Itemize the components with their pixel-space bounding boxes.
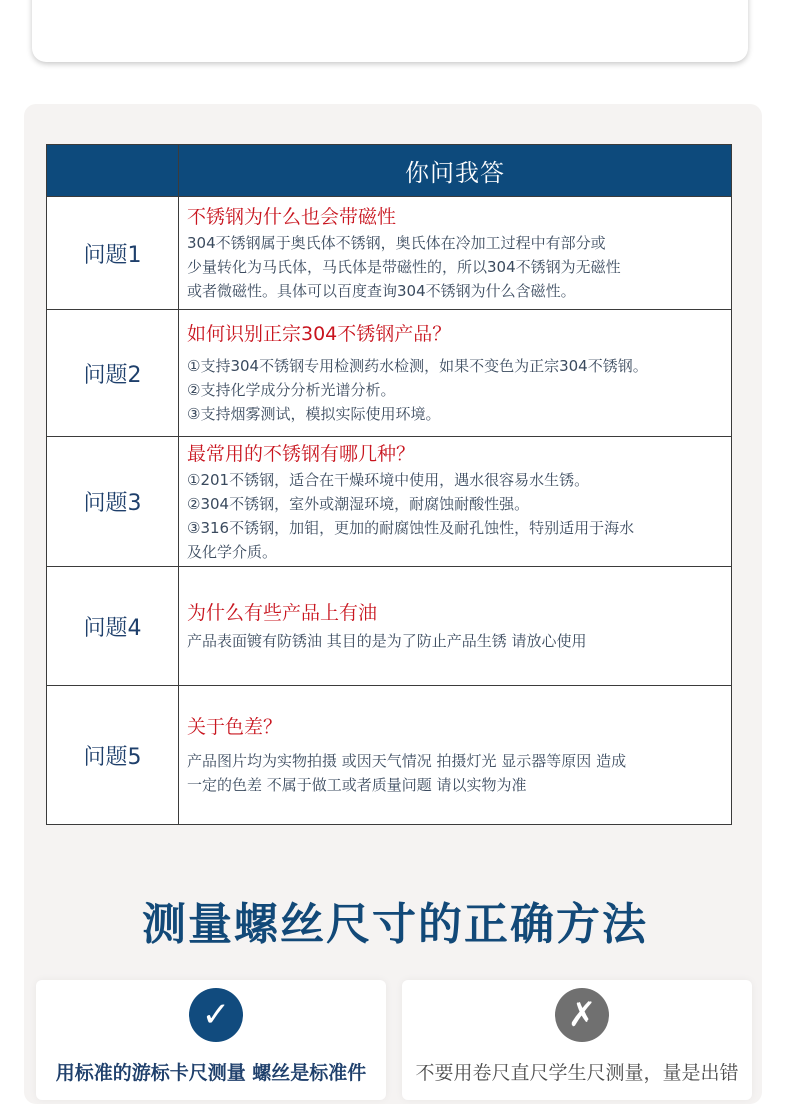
answer-line: ③316不锈钢，加钼，更加的耐腐蚀性及耐孔蚀性，特别适用于海水 [187, 518, 635, 537]
question-label: 问题1 [47, 197, 179, 310]
check-icon: ✓ [189, 988, 243, 1042]
question-title: 为什么有些产品上有油 [187, 602, 378, 624]
cross-icon: ✗ [555, 988, 609, 1042]
correct-method-caption: 用标准的游标卡尺测量 螺丝是标准件 [55, 1062, 367, 1084]
question-title: 如何识别正宗304不锈钢产品？ [187, 323, 452, 345]
faq-row [47, 437, 732, 567]
faq-table [46, 144, 732, 825]
question-title: 关于色差？ [187, 716, 283, 738]
answer-line: ①201不锈钢，适合在干燥环境中使用，遇水很容易水生锈。 [187, 470, 590, 489]
answer-line: 及化学介质。 [187, 542, 278, 561]
question-body [179, 437, 732, 567]
faq-header-spacer [47, 145, 179, 197]
answer-line: 产品表面镀有防锈油 其目的是为了防止产品生锈 请放心使用 [187, 632, 587, 650]
question-title: 不锈钢为什么也会带磁性 [187, 206, 397, 228]
question-label: 问题2 [47, 310, 179, 437]
answer-line: ②304不锈钢，室外或潮湿环境，耐腐蚀耐酸性强。 [187, 494, 530, 513]
wrong-method-caption: 不要用卷尺直尺学生尺测量，量是出错 [415, 1062, 739, 1084]
answer-line: 或者微磁性。具体可以百度查询304不锈钢为什么含磁性。 [187, 282, 576, 300]
question-label: 问题4 [47, 567, 179, 686]
answer-line: ①支持304不锈钢专用检测药水检测，如果不变色为正宗304不锈钢。 [187, 357, 648, 375]
question-label: 问题3 [47, 437, 179, 567]
answer-line: 少量转化为马氏体，马氏体是带磁性的，所以304不锈钢为无磁性 [187, 258, 621, 276]
answer-line: ②支持化学成分分析光谱分析。 [187, 381, 396, 399]
top-card [32, 0, 748, 62]
faq-row [47, 310, 732, 437]
question-body [179, 686, 732, 825]
measure-title: 测量螺丝尺寸的正确方法 [142, 899, 648, 950]
question-body [179, 567, 732, 686]
question-label: 问题5 [47, 686, 179, 825]
faq-header-row [47, 145, 732, 197]
answer-line: 304不锈钢属于奥氏体不锈钢，奥氏体在冷加工过程中有部分或 [187, 234, 606, 252]
wrong-method-card [402, 980, 752, 1100]
faq-header: 你问我答 [179, 145, 732, 197]
question-body [179, 310, 732, 437]
question-title: 最常用的不锈钢有哪几种？ [187, 442, 416, 465]
question-body [179, 197, 732, 310]
answer-line: ③支持烟雾测试，模拟实际使用环境。 [187, 405, 441, 423]
faq-row [47, 686, 732, 825]
faq-row [47, 567, 732, 686]
answer-line: 一定的色差 不属于做工或者质量问题 请以实物为准 [187, 776, 527, 794]
correct-method-card [36, 980, 386, 1100]
answer-line: 产品图片均为实物拍摄 或因天气情况 拍摄灯光 显示器等原因 造成 [187, 752, 627, 770]
faq-row [47, 197, 732, 310]
